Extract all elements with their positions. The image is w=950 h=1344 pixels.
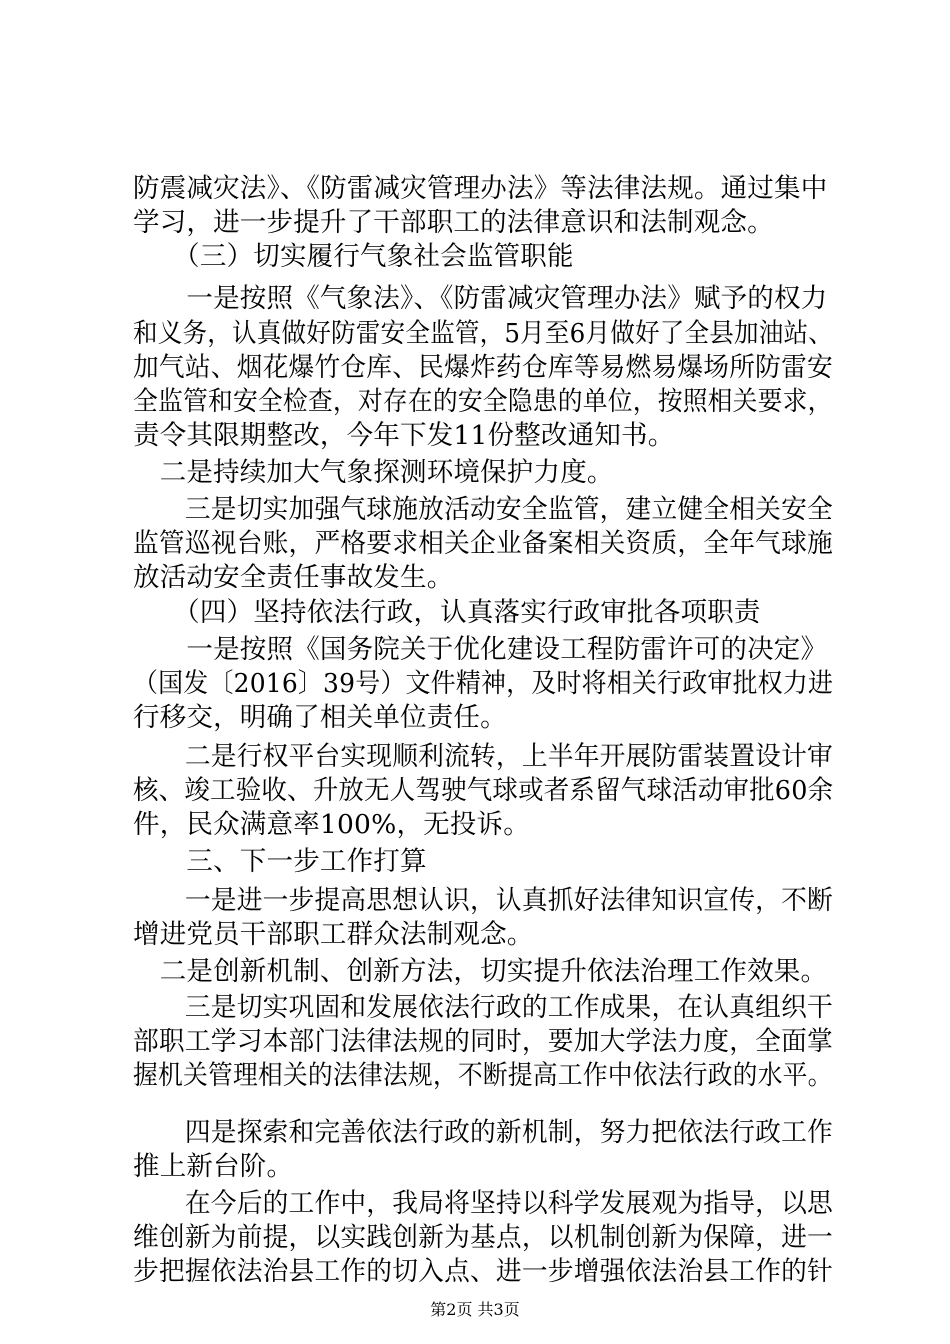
text-line: 三是切实加强气球施放活动安全监管，建立健全相关安全: [133, 494, 833, 525]
text-line: 学习，进一步提升了干部职工的法律意识和法制观念。: [133, 207, 774, 238]
text-line: 维创新为前提，以实践创新为基点，以机制创新为保障，进一: [133, 1222, 833, 1253]
text-line: 一是按照《国务院关于优化建设工程防雷许可的决定》: [133, 634, 828, 665]
text-line: 增进党员干部职工群众法制观念。: [133, 919, 534, 950]
text-line: 和义务，认真做好防雷安全监管，5月至6月做好了全县加油站、: [133, 318, 834, 349]
text-line: 加气站、烟花爆竹仓库、民爆炸药仓库等易燃易爆场所防雷安: [133, 352, 833, 383]
text-line: 二是行权平台实现顺利流转，上半年开展防雷装置设计审: [133, 741, 833, 772]
text-line: 四是探索和完善依法行政的新机制，努力把依法行政工作: [133, 1117, 833, 1148]
text-line: 放活动安全责任事故发生。: [133, 562, 454, 593]
text-line: （国发〔2016〕39号）文件精神，及时将相关行政审批权力进: [133, 668, 834, 699]
text-line: 监管巡视台账，严格要求相关企业备案相关资质，全年气球施: [133, 528, 833, 559]
text-line: 二是持续加大气象探测环境保护力度。: [133, 457, 614, 488]
text-line: 推上新台阶。: [133, 1151, 294, 1182]
text-line: 核、竣工验收、升放无人驾驶气球或者系留气球活动审批60余: [133, 775, 834, 806]
text-line: 部职工学习本部门法律法规的同时，要加大学法力度，全面掌: [133, 1026, 833, 1057]
text-line: 一是进一步提高思想认识，认真抓好法律知识宣传，不断: [133, 885, 833, 916]
page-number: 第2页 共3页: [430, 1300, 520, 1319]
text-line: 步把握依法治县工作的切入点、进一步增强依法治县工作的针: [133, 1256, 833, 1287]
section-heading: 三、下一步工作打算: [133, 846, 427, 877]
text-line: 全监管和安全检查，对存在的安全隐患的单位，按照相关要求，: [133, 386, 833, 417]
text-line: 在今后的工作中，我局将坚持以科学发展观为指导，以思: [133, 1188, 833, 1219]
text-line: 握机关管理相关的法律法规，不断提高工作中依法行政的水平。: [133, 1060, 833, 1091]
text-line: 二是创新机制、创新方法，切实提升依法治理工作效果。: [133, 956, 828, 987]
text-line: 行移交，明确了相关单位责任。: [133, 702, 507, 733]
text-line: 责令其限期整改，今年下发11份整改通知书。: [133, 420, 675, 451]
section-heading: （四）坚持依法行政，认真落实行政审批各项职责: [133, 597, 761, 628]
text-line: 一是按照《气象法》、《防雷减灾管理办法》赋予的权力: [133, 283, 828, 314]
text-line: 件，民众满意率100%，无投诉。: [133, 809, 530, 840]
text-line: 防震减灾法》、《防雷减灾管理办法》等法律法规。通过集中: [133, 173, 828, 204]
text-line: 三是切实巩固和发展依法行政的工作成果，在认真组织干: [133, 992, 833, 1023]
section-heading: （三）切实履行气象社会监管职能: [133, 241, 574, 272]
